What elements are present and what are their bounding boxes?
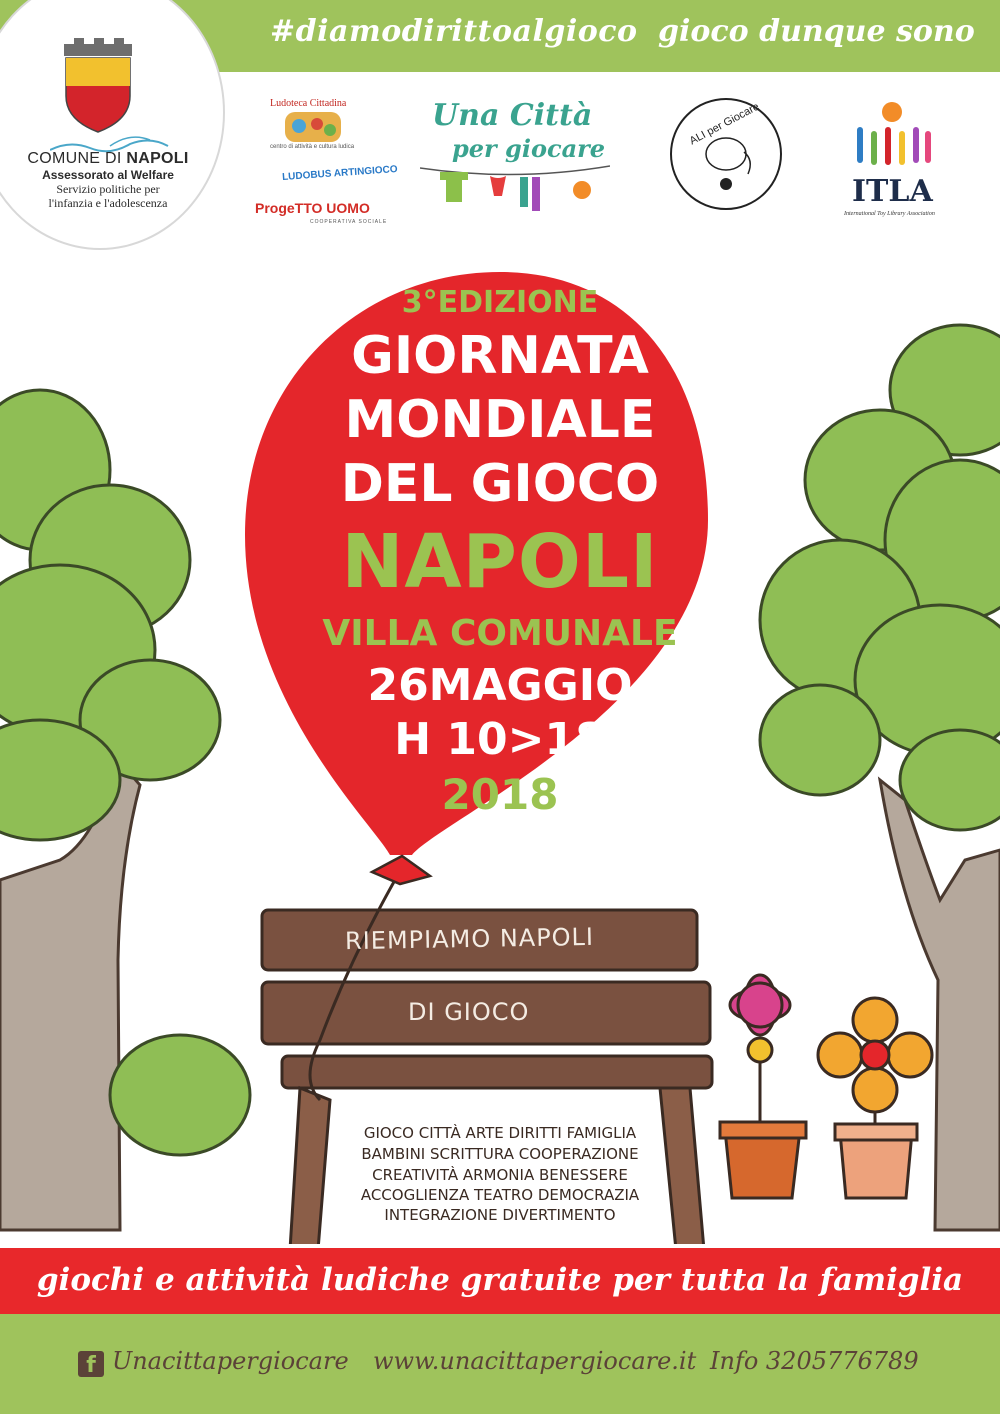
- itla-full-name: International Toy Library Association: [844, 211, 935, 217]
- cooperativa-label: COOPERATIVA SOCIALE: [310, 219, 388, 225]
- tagline-text: giochi e attività ludiche gratuite per tutta la famiglia: [36, 1262, 964, 1298]
- hashtag-text: #diamodirittoalgioco: [270, 14, 638, 49]
- ludobus-label: LUDOBUS ARTINGIOCO: [281, 163, 398, 184]
- edition-text: 3°EDIZIONE: [401, 285, 599, 320]
- ludoteca-label: Ludoteca Cittadina: [270, 98, 347, 109]
- website-link[interactable]: www.unacittapergiocare.it: [373, 1347, 697, 1375]
- left-tree-foliage: [0, 390, 220, 840]
- event-date: 26MAGGIO: [367, 660, 633, 711]
- comune-service-1: Servizio politiche per: [56, 182, 160, 196]
- ali-label: ALI per Giocare: [687, 100, 762, 148]
- keywords-line-4: ACCOGLIENZA TEATRO DEMOCRAZIA: [360, 1186, 640, 1204]
- facebook-link[interactable]: Unacittapergiocare: [112, 1347, 349, 1375]
- balloon-knot: [372, 856, 430, 884]
- motto-text: gioco dunque sono: [658, 14, 975, 49]
- itla-label: ITLA: [852, 174, 933, 209]
- event-title-line1: GIORNATA: [351, 326, 649, 386]
- info-phone: Info 3205776789: [710, 1347, 919, 1375]
- bench-text-line1: RIEMPIAMO NAPOLI: [344, 922, 595, 956]
- event-title-line2: MONDIALE: [344, 390, 656, 450]
- event-title-line3: DEL GIOCO: [340, 454, 660, 514]
- una-citta-title: Una Città: [432, 98, 593, 133]
- comune-title-city: NAPOLI: [126, 150, 189, 167]
- comune-service-2: l'infanzia e l'adolescenza: [48, 196, 168, 210]
- event-year: 2018: [441, 770, 559, 819]
- keywords-line-3: CREATIVITÀ ARMONIA BENESSERE: [372, 1166, 628, 1184]
- una-citta-subtitle: per giocare: [452, 134, 606, 163]
- keywords-line-5: INTEGRAZIONE DIVERTIMENTO: [384, 1206, 616, 1224]
- comune-title-prefix: COMUNE DI: [27, 150, 127, 167]
- keywords-line-1: GIOCO CITTÀ ARTE DIRITTI FAMIGLIA: [363, 1124, 637, 1142]
- ludoteca-caption: centro di attività e cultura ludica: [270, 144, 355, 150]
- keywords-line-2: BAMBINI SCRITTURA COOPERAZIONE: [361, 1145, 639, 1163]
- event-venue: VILLA COMUNALE: [322, 613, 678, 654]
- bench-text-line2: DI GIOCO: [408, 998, 530, 1026]
- facebook-icon[interactable]: f: [78, 1351, 104, 1377]
- flower-pot-right: [818, 998, 932, 1198]
- flower-pot-left: [712, 974, 808, 1198]
- event-city: NAPOLI: [341, 519, 659, 605]
- progetto-uomo-label: ProgeTTO UOMO: [255, 200, 370, 216]
- bush: [110, 1035, 250, 1155]
- comune-department: Assessorato al Welfare: [42, 168, 174, 182]
- event-hours: H 10>18: [394, 714, 606, 765]
